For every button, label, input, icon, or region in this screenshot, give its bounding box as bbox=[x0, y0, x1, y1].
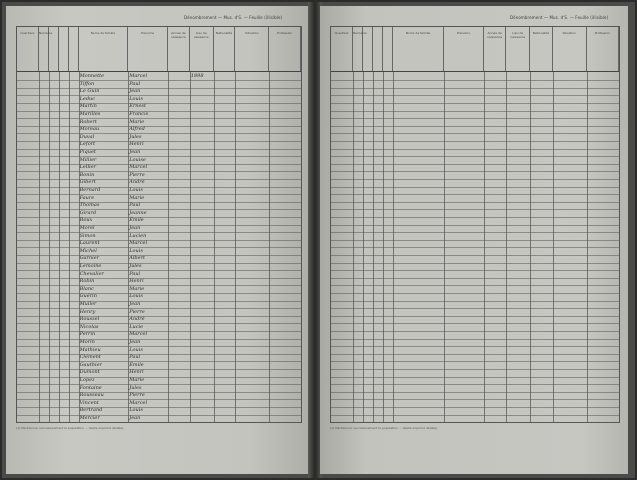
column-header bbox=[69, 27, 79, 71]
table-cell: Marie bbox=[129, 118, 145, 125]
left-page bbox=[6, 6, 310, 474]
table-cell: Paul bbox=[129, 80, 141, 87]
table-cell: Henri bbox=[129, 141, 144, 148]
register-spread bbox=[2, 2, 635, 478]
table-cell: Le Guin bbox=[79, 88, 100, 95]
column-header: Année de naissance bbox=[168, 27, 190, 71]
column-header: Année de naissance bbox=[484, 27, 506, 71]
column-header: Lieu de naissance bbox=[190, 27, 214, 71]
table-cell: Alfred bbox=[129, 126, 145, 133]
table-cell: Marie bbox=[129, 377, 145, 383]
table-cell: Albert bbox=[129, 255, 145, 262]
left-register-table bbox=[16, 26, 302, 423]
column-header: Noms de famille bbox=[393, 27, 443, 71]
column-header bbox=[373, 27, 383, 71]
column-header: Numéros bbox=[353, 27, 363, 71]
table-cell: André bbox=[129, 179, 145, 186]
column-header: Prénoms bbox=[128, 27, 168, 71]
column-header: Noms de famille bbox=[79, 27, 129, 71]
table-cell: Bernard bbox=[79, 187, 101, 193]
table-cell: Henri bbox=[129, 369, 144, 376]
table-cell: Rousseau bbox=[79, 392, 104, 399]
table-cell: Vincent bbox=[79, 399, 99, 406]
table-cell: Jean bbox=[129, 339, 141, 345]
table-cell: Lemoine bbox=[79, 263, 102, 269]
table-cell: Jean bbox=[129, 301, 141, 307]
table-cell: Lopez bbox=[79, 377, 95, 383]
table-cell: Louis bbox=[129, 95, 143, 102]
table-cell: Ernest bbox=[129, 103, 146, 110]
table-cell: Paul bbox=[129, 270, 141, 277]
table-cell: Pierre bbox=[129, 171, 145, 178]
table-cell: Fontaine bbox=[79, 384, 102, 391]
table-row bbox=[331, 414, 619, 423]
left-footnote: (1) Mentionner successivement la population ... (texte imprimé illisible) bbox=[16, 426, 124, 430]
table-cell: Jules bbox=[129, 263, 142, 269]
table-cell: Martin bbox=[79, 103, 97, 110]
table-cell: Blanc bbox=[79, 285, 94, 292]
table-cell: Marcel bbox=[129, 331, 148, 338]
table-cell: Laurent bbox=[79, 240, 100, 247]
table-cell: Chevalier bbox=[79, 270, 104, 277]
table-cell: Jean bbox=[129, 225, 141, 231]
table-cell: Marie bbox=[129, 194, 145, 201]
table-cell: Morin bbox=[79, 339, 95, 345]
table-cell: Marie bbox=[129, 285, 145, 292]
table-cell: Jean bbox=[129, 149, 141, 155]
table-cell: Roux bbox=[79, 217, 93, 224]
right-page-header: Dénombrement — Mus. d'S. — Feuille (illisible) bbox=[510, 15, 609, 20]
table-cell: Marilles bbox=[79, 111, 101, 117]
column-header: Quartiers bbox=[17, 27, 39, 71]
table-cell: Jules bbox=[129, 384, 142, 391]
table-cell: Paul bbox=[129, 354, 141, 361]
table-cell: Jules bbox=[129, 133, 142, 140]
table-cell: Perrin bbox=[79, 331, 96, 338]
column-header: Nationalité bbox=[214, 27, 236, 71]
table-cell: Guérin bbox=[79, 293, 97, 300]
table-cell: Gibert bbox=[79, 179, 96, 186]
table-cell: Jeanne bbox=[129, 209, 147, 216]
table-cell: Louise bbox=[129, 156, 146, 163]
table-cell: Gauthier bbox=[79, 361, 102, 368]
column-header bbox=[49, 27, 59, 71]
right-footnote: (1) Mentionner successivement la population ... (texte imprimé illisible) bbox=[330, 426, 438, 430]
table-cell: Muller bbox=[79, 301, 97, 307]
table-cell: Moreau bbox=[79, 126, 100, 133]
column-header: Quartiers bbox=[331, 27, 353, 71]
table-cell: André bbox=[129, 316, 145, 323]
table-cell: Michel bbox=[79, 247, 97, 254]
table-cell: 1898 bbox=[190, 73, 204, 79]
table-cell: Lellier bbox=[79, 164, 96, 171]
table-cell: Pierre bbox=[129, 308, 145, 315]
table-cell: Clément bbox=[79, 354, 101, 361]
table-cell: Marcel bbox=[129, 399, 148, 406]
table-cell: Lefort bbox=[79, 141, 96, 148]
table-cell: Girard bbox=[79, 209, 97, 216]
table-cell: Piquet bbox=[79, 149, 96, 155]
table-cell: Marcel bbox=[129, 73, 148, 79]
table-cell: Lucien bbox=[129, 232, 147, 239]
table-cell: Nicolas bbox=[79, 323, 99, 330]
table-cell: Monnette bbox=[79, 73, 105, 79]
table-cell: Henri bbox=[129, 278, 144, 285]
table-cell: Paul bbox=[129, 202, 141, 209]
right-page bbox=[320, 6, 628, 474]
column-header: Profession bbox=[587, 27, 619, 71]
table-body bbox=[17, 72, 301, 422]
table-cell: Leduc bbox=[79, 95, 96, 102]
table-cell: Duval bbox=[79, 133, 95, 140]
table-cell: Henry bbox=[79, 308, 96, 315]
table-cell: Thomas bbox=[79, 202, 100, 209]
table-cell: Louis bbox=[129, 346, 143, 353]
table-cell: Dumont bbox=[79, 369, 100, 376]
column-header bbox=[383, 27, 393, 71]
table-cell: Garnier bbox=[79, 255, 100, 262]
table-cell: Simon bbox=[79, 232, 96, 239]
right-register-table bbox=[330, 26, 620, 423]
table-body bbox=[331, 72, 619, 422]
table-cell: Lucie bbox=[129, 323, 144, 330]
table-row bbox=[17, 414, 301, 423]
table-cell: Millier bbox=[79, 156, 97, 163]
table-cell: Louis bbox=[129, 247, 143, 254]
table-cell: Francis bbox=[129, 111, 149, 117]
column-header: Nationalité bbox=[530, 27, 552, 71]
table-cell: Mathieu bbox=[79, 346, 101, 353]
table-cell: Roussel bbox=[79, 316, 100, 323]
column-header: Lieu de naissance bbox=[506, 27, 530, 71]
table-cell: Louis bbox=[129, 187, 143, 193]
column-header bbox=[59, 27, 69, 71]
table-cell: Louis bbox=[129, 293, 143, 300]
table-cell: Marcel bbox=[129, 164, 148, 171]
left-page-header: Dénombrement — Mus. d'S. — Feuille (illisible) bbox=[184, 15, 283, 20]
table-cell: Jean bbox=[129, 88, 141, 95]
table-cell: Robin bbox=[79, 278, 95, 285]
table-cell: Faure bbox=[79, 194, 95, 201]
table-cell: Robert bbox=[79, 118, 97, 125]
table-cell: Tiffon bbox=[79, 80, 95, 87]
table-cell: Mercier bbox=[79, 415, 100, 421]
table-cell: Jean bbox=[129, 415, 141, 421]
column-header bbox=[363, 27, 373, 71]
table-cell: Morel bbox=[79, 225, 95, 231]
column-header: Numéros bbox=[39, 27, 49, 71]
column-header: Situation bbox=[235, 27, 269, 71]
column-header: Profession bbox=[269, 27, 301, 71]
table-cell: Émile bbox=[129, 361, 144, 368]
table-cell: Bertrand bbox=[79, 407, 103, 414]
table-cell: Émile bbox=[129, 217, 144, 224]
table-cell: Louis bbox=[129, 407, 143, 414]
table-cell: Pierre bbox=[129, 392, 145, 399]
column-header: Situation bbox=[553, 27, 587, 71]
column-header: Prénoms bbox=[444, 27, 484, 71]
table-cell: Marcel bbox=[129, 240, 148, 247]
table-cell: Bonin bbox=[79, 171, 95, 178]
